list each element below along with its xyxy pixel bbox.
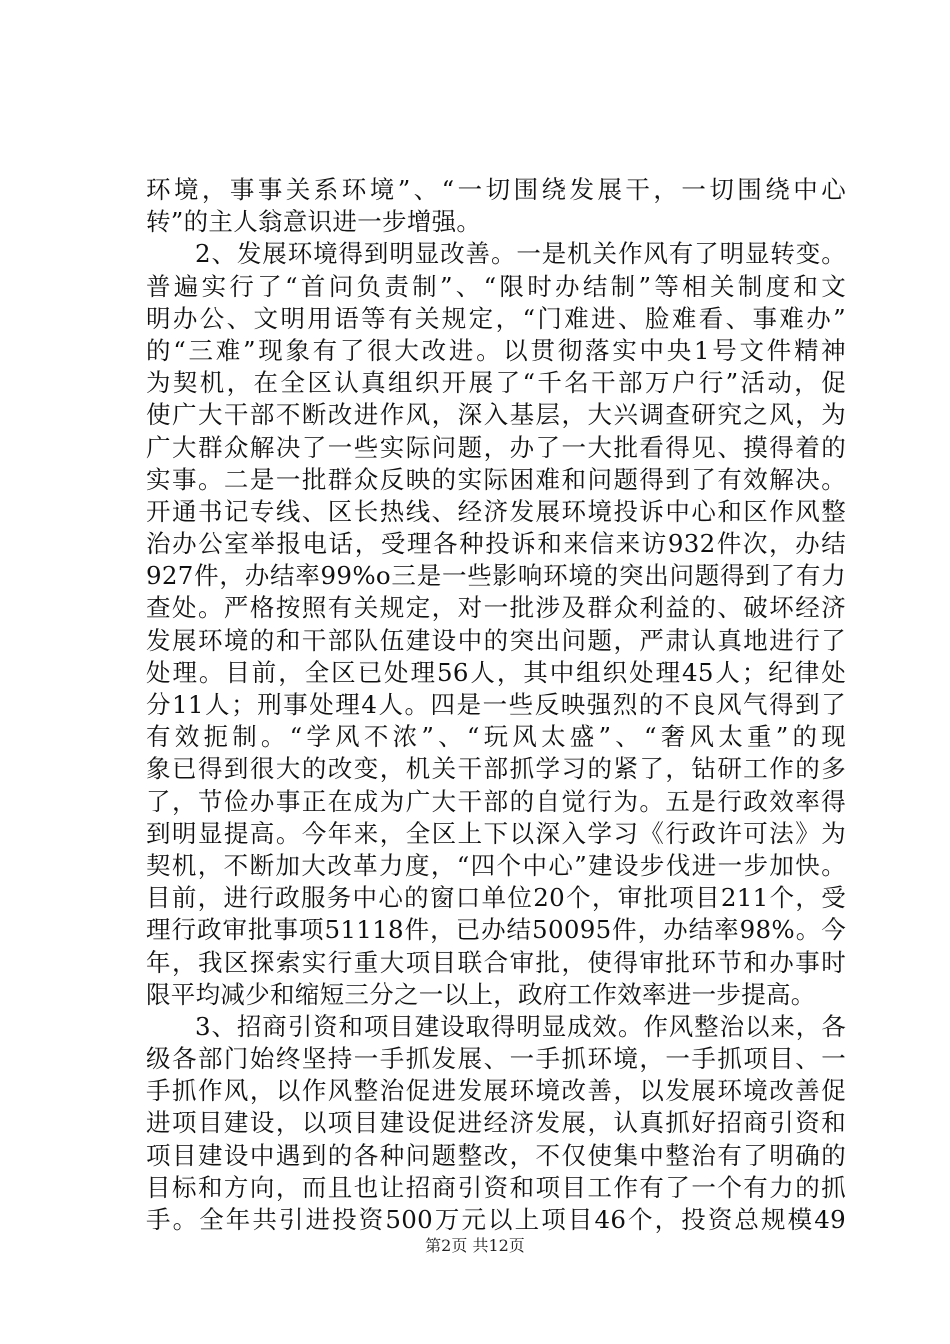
text-line: 了，节俭办事正在成为广大干部的自觉行为。五是行政效率得: [146, 786, 846, 816]
text-line: 处理。目前，全区已处理56人，其中组织处理45人；纪律处: [146, 657, 846, 687]
text-line: 进项目建设，以项目建设促进经济发展，认真抓好招商引资和: [146, 1108, 846, 1138]
text-line: 普遍实行了“首问负责制”、“限时办结制”等相关制度和文: [146, 271, 846, 301]
text-line: 分11人；刑事处理4人。四是一些反映强烈的不良风气得到了: [146, 690, 846, 719]
text-line: 理行政审批事项51118件，已办结50095件，办结率98%。今: [146, 915, 846, 945]
text-line: 明办公、文明用语等有关规定，“门难进、脸难看、事难办”: [146, 303, 846, 333]
text-line: 2、发展环境得到明显改善。一是机关作风有了明显转变。: [195, 239, 846, 269]
text-line: 转”的主人翁意识进一步增强。: [146, 207, 482, 237]
text-line: 为契机，在全区认真组织开展了“千名干部万户行”活动，促: [146, 368, 846, 398]
text-line: 环境，事事关系环境”、“一切围绕发展干，一切围绕中心: [146, 175, 846, 204]
text-line: 契机，不断加大改革力度，“四个中心”建设步伐进一步加快。: [146, 850, 846, 880]
text-line: 治办公室举报电话，受理各种投诉和来信来访932件次，办结: [146, 529, 846, 559]
text-line: 级各部门始终坚持一手抓发展、一手抓环境，一手抓项目、一: [146, 1044, 846, 1074]
text-line: 目前，进行政服务中心的窗口单位20个，审批项目211个，受: [146, 883, 846, 913]
text-line: 查处。严格按照有关规定，对一批涉及群众利益的、破坏经济: [146, 593, 846, 623]
text-line: 实事。二是一批群众反映的实际困难和问题得到了有效解决。: [146, 464, 846, 494]
text-line: 象已得到很大的改变，机关干部抓学习的紧了，钻研工作的多: [146, 754, 846, 784]
text-line: 的“三难”现象有了很大改进。以贯彻落实中央1号文件精神: [146, 335, 846, 365]
text-line: 手抓作风，以作风整治促进发展环境改善，以发展环境改善促: [146, 1076, 846, 1106]
text-line: 使广大干部不断改进作风，深入基层，大兴调查研究之风，为: [146, 400, 846, 430]
document-body: [146, 174, 846, 1236]
text-line: 广大群众解决了一些实际问题，办了一大批看得见、摸得着的: [146, 432, 846, 462]
text-line: 手。全年共引进投资500万元以上项目46个，投资总规模49: [146, 1205, 846, 1234]
text-line: 927件，办结率99%o三是一些影响环境的突出问题得到了有力: [146, 561, 846, 591]
text-line: 到明显提高。今年来，全区上下以深入学习《行政许可法》为: [146, 818, 846, 848]
text-line: 项目建设中遇到的各种问题整改，不仅使集中整治有了明确的: [146, 1140, 846, 1170]
text-line: 目标和方向，而且也让招商引资和项目工作有了一个有力的抓: [146, 1172, 846, 1202]
page-number-footer: 第2页 共12页: [425, 1236, 525, 1255]
text-line: 限平均减少和缩短三分之一以上，政府工作效率进一步提高。: [146, 979, 816, 1009]
text-line: 3、招商引资和项目建设取得明显成效。作风整治以来，各: [195, 1011, 846, 1041]
text-line: 有效扼制。“学风不浓”、“玩风太盛”、“奢风太重”的现: [146, 722, 846, 752]
text-line: 年，我区探索实行重大项目联合审批，使得审批环节和办事时: [146, 947, 846, 977]
text-line: 开通书记专线、区长热线、经济发展环境投诉中心和区作风整: [146, 496, 846, 526]
text-line: 发展环境的和干部队伍建设中的突出问题，严肃认真地进行了: [146, 625, 846, 655]
